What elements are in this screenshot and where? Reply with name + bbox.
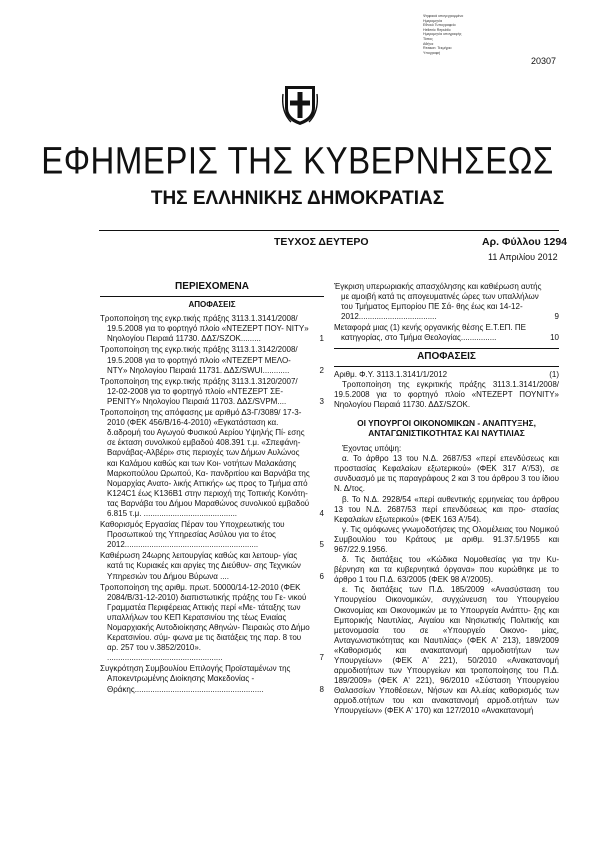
- recital-paragraph: β. Το Ν.Δ. 2928/54 «περί αυθεντικής ερμηνείας του άρθρου 13 του Ν.Δ. 2687/53 περί επενδύσεως και προ- στασίας Κεφαλαίων εξωτερικού» (ΦΕΚ 163 Α'/54).: [334, 494, 559, 524]
- contents-item-page: 4: [319, 508, 324, 518]
- contents-item: [100, 408, 324, 519]
- contents-item-text: Τροποποίηση της εγκρ.τικής πράξης 3113.1.3120/2007/ 12-02-2008 για το φορτηγό πλοίο «ΝΤΕΖΕΡΤ ΣΕ- ΡΕΝΙΤΥ» Νηολογίου Πειραιά 11703. ΔΔΣ/SVPM....: [100, 376, 298, 406]
- contents-item-text: Καθορισμός Εργασίας Πέραν του Υποχρεωτικής του Προσωπικού της Υπηρεσίας Ασύλου για το έτος 2012............................................................: [100, 520, 285, 550]
- issue-type: ΤΕΥΧΟΣ ΔΕΥΤΕΡΟ: [274, 236, 369, 248]
- contents-item: [100, 314, 324, 344]
- contents-item-page: 3: [319, 396, 324, 406]
- contents-item: [100, 551, 324, 581]
- greek-coat-of-arms-icon: [282, 84, 318, 126]
- digital-signature-stamp: [423, 14, 493, 55]
- contents-subheading: ΑΠΟΦΑΣΕΙΣ: [188, 300, 236, 310]
- contents-item: [100, 583, 324, 664]
- contents-item-text: Έγκριση υπερωριακής απασχόλησης και καθιέρωση αυτής με αμοιβή κατά τις απογευματινές ώρες των υπαλλήλων του Τμήματος Εμπορίου ΠΕ Σά- θης έως και 14-12-2012...................................: [334, 282, 542, 322]
- recital-paragraph: ε. Τις διατάξεις των Π.Δ. 185/2009 «Ανασύσταση του Υπουργείου Οικονομικών, συγχώνευση του Υπουργείου Οικονομίας και Οικονομικών με το Υπουργεία Ανάπτυ- ξης και Εμπορικής Ναυτιλίας, Αιγαίου και Νησιωτικής Πολιτικής και μετονομασία του σε «Υπουργείο Οικονο- μίας, Ανταγωνιστικότητας και Ναυτιλίας» (ΦΕΚ Α' 213), 189/2009 «Καθορισμός και ανακατανομή αρμοδιοτήτων των Υπουργείων» (ΦΕΚ Α' 221), 50/2010 «Ανακατανομή αρμοδιοτήτων των Υπουργείων και τροποποίησης του Π.Δ. 189/2009» (ΦΕΚ Α' 221), 96/2010 «Σύσταση Υπουργείου Θαλασσίων Υποθέσεων, Νήσων και Αλ.είας καθορισμός των αρμοδ.οτήτων του και ανακατανομή αρμοδ.οτήτων των Υπουργείων» (ΦΕΚ Α' 170) και 127/2010 «Ανακατανομή: [334, 585, 559, 716]
- ministers-heading: ΟΙ ΥΠΟΥΡΓΟΙ ΟΙΚΟΝΟΜΙΚΩΝ - ΑΝΑΠΤΥΞΗΣ, ΑΝΤΑΓΩΝΙΣΤΙΚΟΤΗΤΑΣ ΚΑΙ ΝΑΥΤΙΛΙΑΣ: [357, 418, 536, 439]
- contents-divider: [100, 296, 324, 297]
- contents-item-text: Τροποποίηση της αριθμ. πρωτ. 50000/14-12-2010 (ΦΕΚ 2084/Β/31-12-2010) διαπιστωτικής πράξης του Γε- νικού Γραμματέα Περιφέρειας Αττικής περί «Με- τάταξης των υπαλλήλων του ΚΕΠ Κερατσινίου της τέως Ενιαίας Νομαρχιακής Αυτοδιοίκησης Αθηνών- Πειραιώς στο Δήμο Κερατσινίου. σύμ- φωνα με τις διατάξεις της παρ. 8 του αρ. 257 του ν.3852/2010». ....................................................: [100, 582, 310, 663]
- header-divider: [99, 230, 559, 231]
- contents-item-text: Τροποποίηση της απόφασης με αριθμό Δ3-Γ/3089/ 17-3-2010 (ΦΕΚ 456/Β/16-4-2010) «Εγκατάσταση κα. δ.αδρομή του Αγωγού Φυσικού Αερίου Υψηλής Πί- εσης σε έκταση συνολικού εμβαδού 408.391 τ.μ. «Σπεφάνη-Βαρνάβας-Αλβέρι» στις περιοχές των Δήμων Αυλώνος και Καλάμου καθώς και των Κοι- νοτήτων Μαλακάσης Μαρκοπούλου Ωρωπού, Κα- πανδριτίου και Βαρνάβα της Νομαρχίας Ανατο- λικής Αττικής» ως προς το Τμήμα από K124C1 έως K136Β1 στην περιοχή της Τοπικής Κοινότη- τας Βαρνάβα του Δήμου Μαραθώνος συνολικού εμβαδού 6.815 τ.μ. ..........................................: [100, 408, 310, 518]
- contents-item-page: 8: [319, 684, 324, 694]
- issue-date: 11 Απριλίου 2012: [488, 252, 558, 262]
- contents-item: [100, 345, 324, 375]
- gazette-title: ΕΦΗΜΕΡΙΣ ΤΗΣ ΚΥΒΕΡΝΗΣΕΩΣ: [41, 139, 554, 182]
- decisions-top-divider: [334, 348, 559, 349]
- decision-number: Αριθμ. Φ.Υ. 3113.1.3141/1/2012: [334, 369, 448, 379]
- contents-item: [100, 377, 324, 407]
- contents-heading: ΠΕΡΙΕΧΟΜΕΝΑ: [175, 281, 249, 292]
- recital-paragraph: γ. Τις ομόφωνες γνωμοδοτήσεις της Ολομέλειας του Νομικού Συμβουλίου του Κράτους με αριθμ. 91.37.5/1955 και 967/22.9.1956.: [334, 524, 559, 554]
- gazette-subtitle: ΤΗΣ ΕΛΛΗΝΙΚΗΣ ΔΗΜΟΚΡΑΤΙΑΣ: [150, 188, 445, 209]
- stamp-line: Ημερομηνία υπογραφής: [423, 32, 462, 37]
- contents-item-page: 5: [319, 540, 324, 550]
- decision-index: (1): [549, 369, 559, 379]
- stamp-line: Hellenic Republic: [423, 27, 451, 32]
- stamp-line: Reason: Τεκμήριο: [423, 46, 452, 51]
- page-number: 20307: [531, 56, 557, 66]
- contents-column: [100, 282, 324, 696]
- decision-title: Τροποποίηση της εγκριτικής πράξης 3113.1.3141/2008/ 19.5.2008 για το φορτηγό πλοίο «ΝΤΕΖΕΡΤ ΠΟΥΝΙΤΥ» Νηολογίου Πειραιά 11730. ΔΔΣ/SZOK.: [334, 379, 559, 409]
- stamp-line: Τόπος: [423, 36, 433, 41]
- contents-item-text: Τροποποίηση της εγκρ.τικής πράξης 3113.1.3142/2008/ 19.5.2008 για το φορτηγό πλοίο «ΝΤΕΖΕΡΤ ΜΕΛΟ- ΝΤΥ» Νηολογίου Πειραιά 11731. ΔΔΣ/SWUI............: [100, 345, 298, 375]
- stamp-line: Υπογραφή: [423, 50, 441, 55]
- sheet-number: Αρ. Φύλλου 1294: [482, 236, 567, 248]
- contents-item-page: 2: [319, 365, 324, 375]
- contents-item-page: 6: [319, 571, 324, 581]
- contents-item-page: 1: [319, 334, 324, 344]
- contents-item-text: Τροποποίηση της εγκρ.τικής πράξης 3113.1.3141/2008/ 19.5.2008 για το φορτηγό πλοίο «ΝΤΕΖΕΡΤ ΠΟΥ- ΝΙΤΥ» Νηολογίου Πειραιά 11730. ΔΔΣ/SZOK.........: [100, 314, 309, 344]
- contents-item-text: Μεταφορά μιας (1) κενής οργανικής θέσης Ε.Τ.ΕΠ. ΠΕ κατηγορίας, στο Τμήμα Θεολογίας................: [334, 323, 526, 343]
- stamp-line: Ημερομηνία: [423, 18, 443, 23]
- having-regard-label: Έχοντας υπόψη:: [342, 444, 402, 454]
- contents-item: [100, 520, 324, 550]
- stamp-line: Αθήνα: [423, 41, 434, 46]
- decision-reference: [334, 370, 559, 380]
- decisions-column: [334, 282, 559, 717]
- decisions-divider: [334, 366, 559, 367]
- contents-item: [100, 664, 324, 694]
- contents-item-text: Καθιέρωση 24ωρης λειτουργίας καθώς και λειτουρ- γίας κατά τις Κυριακές και αργίες της Διεύθυν- σης Τεχνικών Υπηρεσιών του Δήμου Βύρωνα ....: [100, 551, 301, 581]
- contents-item-page: 7: [319, 653, 324, 663]
- contents-item: [334, 323, 559, 343]
- recital-paragraph: α. Το άρθρο 13 του Ν.Δ. 2687/53 «περί επενδύσεως και προστασίας Κεφαλαίων εξωτερικού» (ΦΕΚ 317 Α'/53), σε συνδυασμό με τις παραγράφους 2 και 3 του άρθρου 3 του ίδιου Ν. Δ/τος.: [334, 454, 559, 494]
- contents-item-page: 9: [554, 312, 559, 322]
- contents-item-text: Συγκρότηση Συμβουλίου Επιλογής Προϊσταμένων της Αποκεντρωμένης Διοίκησης Μακεδονίας - Θράκης..........................................................: [100, 664, 291, 694]
- contents-item: [334, 282, 559, 322]
- contents-item-page: 10: [550, 333, 559, 343]
- stamp-line: Ψηφιακά υπογεγραμμένο: [423, 14, 464, 18]
- decisions-heading: ΑΠΟΦΑΣΕΙΣ: [417, 350, 476, 362]
- recital-paragraph: δ. Τις διατάξεις του «Κώδικα Νομοθεσίας για την Κυ- βέρνηση και τα κυβερνητικά όργανα» που κυρώθηκε με το άρθρο 1 του Π.Δ. 63/2005 (ΦΕΚ 98 Α'/2005).: [334, 555, 559, 585]
- stamp-line: Εθνικό Τυπογραφείο: [423, 23, 456, 28]
